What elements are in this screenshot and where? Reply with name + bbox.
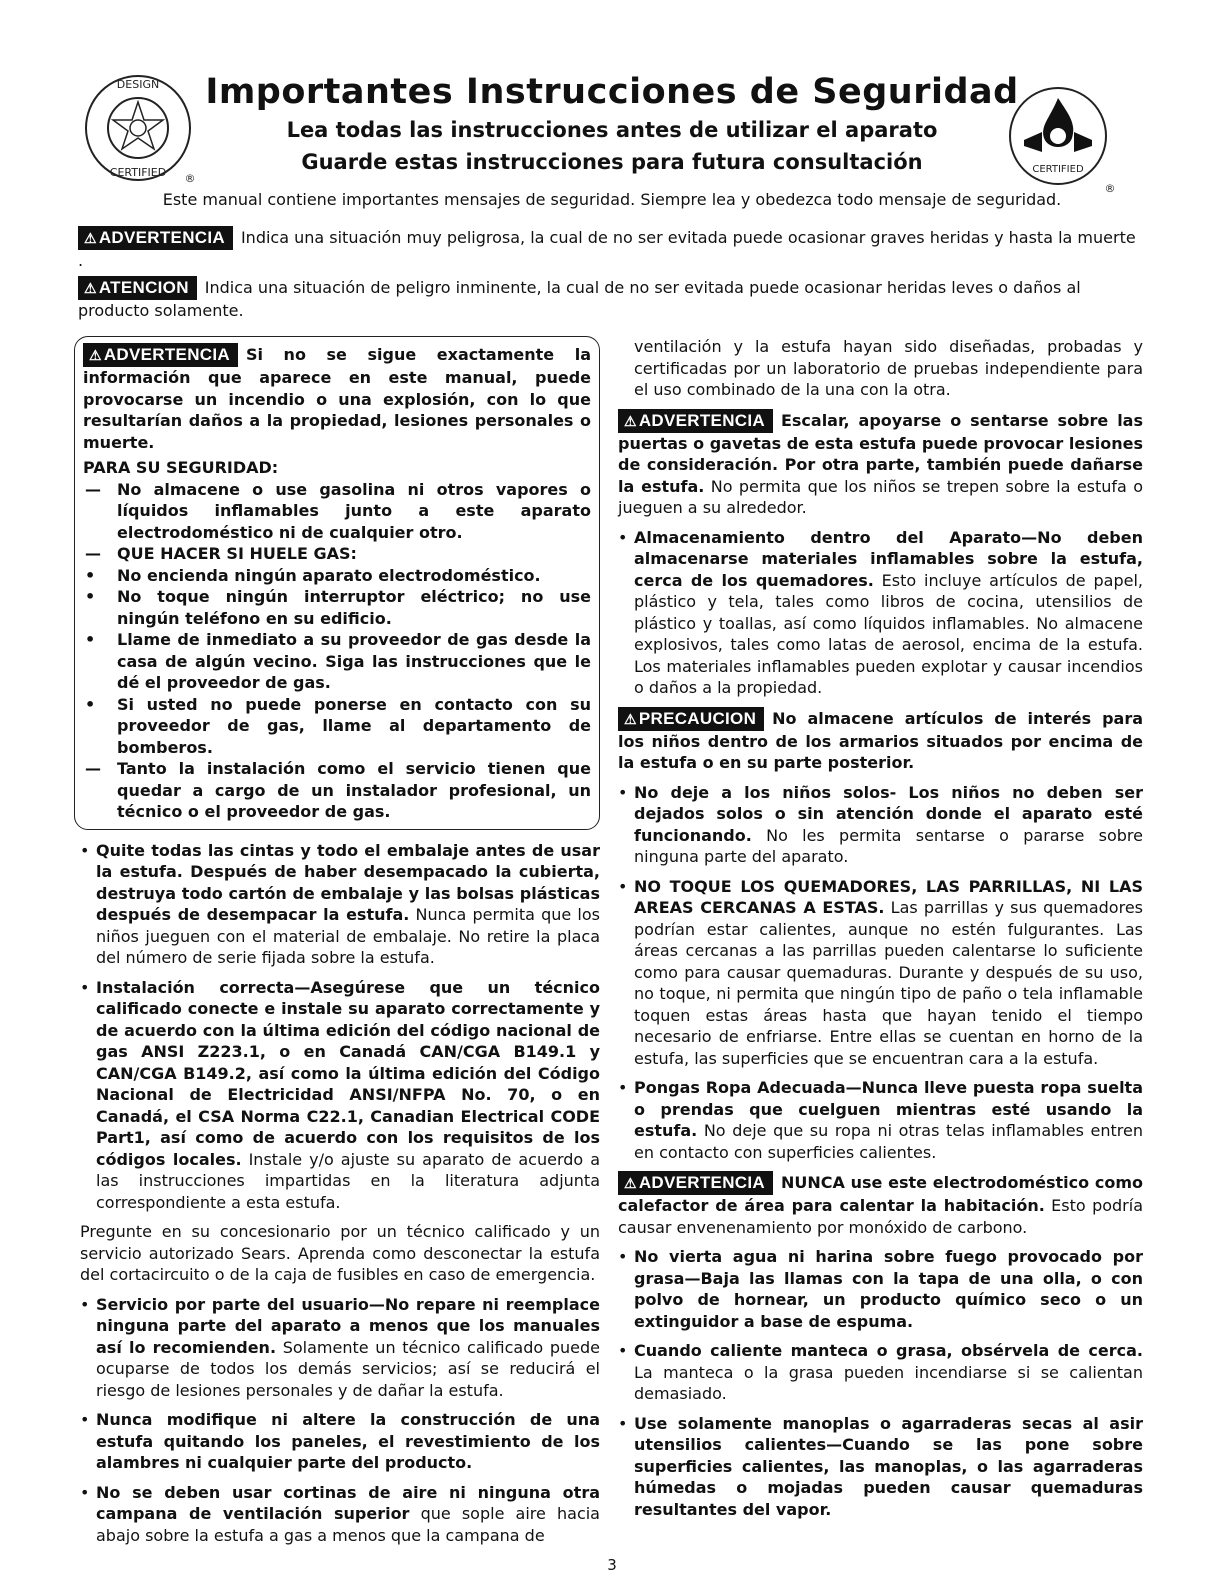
advertencia-badge: ⚠ ADVERTENCIA [618,409,773,433]
list-item: • Si usted no puede ponerse en contacto con su proveedor de gas, llame al departamento de bomberos. [85,694,591,757]
box-list [83,479,591,823]
paragraph-dealer: Pregunte en su concesionario por un técnico calificado y un servicio autorizado Sears. Aprenda como desconectar la estufa del cortacircuito o de la caja de fusibles en caso de emergencia. [80,1222,600,1284]
caution-cabinets: ⚠ PRECAUCION No almacene artículos de interés para los niños dentro de los armarios situados por encima de la estufa o en su parte posterior. [618,708,1143,772]
bullet-heating-fat: • Cuando caliente manteca o grasa, obsérvela de cerca. La manteca o la grasa pueden incendiarse si se calientan demasiado. [618,1341,1143,1403]
page-title: Importantes Instrucciones de Seguridad [205,72,1019,112]
warning-triangle-icon: ⚠ [89,347,102,363]
bullet-grease-fire: • No vierta agua ni harina sobre fuego provocado por grasa—Baja las llamas con la tapa de una olla, o con polvo de hornear, un producto químico seco o un extinguidor a base de espuma. [618,1247,1143,1331]
svg-text:®: ® [184,172,196,185]
warning-triangle-icon: ⚠ [84,280,97,296]
bullet-air-curtains: • No se deben usar cortinas de aire ni ninguna otra campana de ventilación superior que sople aire hacia abajo sobre la estufa a gas a menos que la campana de [80,1482,600,1545]
page-number: 3 [607,1556,617,1574]
bullet-storage: • Almacenamiento dentro del Aparato—No deben almacenarse materiales inflamables sobre la estufa, cerca de los quemadores. Esto incluye artículos de papel, plástico y tela, tales como libros de cocina, utensilios de plástico y toallas, así como líquidos inflamables. No almacene explosivos, tales como latas de aerosol, encima de la estufa. Los materiales inflamables pueden explotar y causar incendios o daños a la propiedad. [618,527,1143,697]
list-item: — No almacene o use gasolina ni otros vapores o líquidos inflamables junto a este aparato electrodoméstico ni de cualquier otro. [85,479,591,542]
box-header: PARA SU SEGURIDAD: [83,458,279,477]
advertencia-badge: ⚠ ADVERTENCIA [83,343,238,367]
bullet-packaging: • Quite todas las cintas y todo el embalaje antes de usar la estufa. Después de haber desempacado la cubierta, destruya todo cartón de embalaje y las bolsas plásticas después de desempacar la estufa. Nunca permita que los niños jueguen con el material de embalaje. No retire la placa del número de serie fijada sobre la estufa. [80,840,600,967]
svg-text:®: ® [1104,182,1116,195]
paragraph-continued: ventilación y la estufa hayan sido diseñadas, probadas y certificadas por un laboratorio de pruebas independiente para el uso combinado de la una con la otra. [634,337,1143,399]
subtitle-keep-instructions: Guarde estas instrucciones para futura consultación [301,150,923,174]
bullet-user-service: • Servicio por parte del usuario—No repare ni reemplace ninguna parte del aparato a menos que los manuales así lo recomienden. Solamente un técnico calificado puede ocuparse de todos los demás servicios; así se reducirá el riesgo de lesiones personales y de dañar la estufa. [80,1294,601,1400]
box-lead: ⚠ ADVERTENCIA Si no se sigue exactamente la información que aparece en este manual, puede provocarse un incendio o una explosión, con lo que resultarían daños a la propiedad, lesiones personales o muerte. [83,345,591,452]
svg-text:DESIGN: DESIGN [116,78,160,91]
bullet-clothing: • Pongas Ropa Adecuada—Nunca lleve puesta ropa suelta o prendas que cuelguen mientras esté usando la estufa. No deje que su ropa ni otras telas inflamables entren en contacto con superficies calientes. [618,1078,1143,1162]
definition-atencion: ⚠ ATENCION Indica una situación de peligro inminente, la cual de no ser evitada puede ocasionar heridas leves o daños al producto solamente. [78,278,1081,320]
bullet-no-modify: • Nunca modifique ni altere la construcción de una estufa quitando los paneles, el revestimiento de los alambres ni cualquier parte del producto. [80,1410,600,1472]
list-item: — Tanto la instalación como el servicio tienen que quedar a cargo de un instalador profesional, un técnico o el proveedor de gas. [85,759,591,821]
flame-certified-logo [1002,80,1122,200]
bullet-potholders: • Use solamente manoplas o agarraderas secas al asir utensilios calientes—Cuando se las pone sobre superficies calientes, las manoplas, o las agarraderas húmedas o mojadas pueden causar quemaduras resultantes del vapor. [618,1413,1143,1519]
bullet-children: • No deje a los niños solos- Los niños no deben ser dejados solos o sin atención donde el aparato esté funcionando. No les permita sentarse o pararse sobre ninguna parte del aparato. [618,782,1143,866]
safety-warning-box [74,336,600,830]
warning-triangle-icon: ⚠ [624,412,637,429]
list-item: • No encienda ningún aparato electrodoméstico. [85,565,541,585]
precaucion-badge: ⚠ PRECAUCION [618,707,764,731]
svg-text:CERTIFIED: CERTIFIED [1032,164,1084,175]
bullet-burners: • NO TOQUE LOS QUEMADORES, LAS PARRILLAS, NI LAS AREAS CERCANAS A ESTAS. Las parrillas y sus quemadores podrían estar calientes, aunque no estén fulgurantes. Las áreas cercanas a las parrillas pueden calentarse lo suficiente como para causar quemaduras. Durante y después de su uso, no toque, ni permita que ningún tipo de paño o tela inflamable toquen estas áreas hasta que hayan tenido el tiempo necesario de enfriarse. Entre ellas se cuentan en horno de la estufa, las superficies que se encuentran cara a la estufa. [618,876,1143,1068]
advertencia-badge: ⚠ ADVERTENCIA [618,1171,773,1195]
advertencia-badge: ⚠ ADVERTENCIA [78,226,233,250]
subtitle-read-instructions: Lea todas las instrucciones antes de utilizar el aparato [286,118,938,142]
atencion-badge: ⚠ ATENCION [78,276,197,300]
warning-climbing: ⚠ ADVERTENCIA Escalar, apoyarse o sentarse sobre las puertas o gavetas de esta estufa puede provocar lesiones de consideración. Por otra parte, también puede dañarse la estufa. No permita que los niños se trepen sobre la estufa o jueguen a su alrededor. [618,410,1143,517]
warning-triangle-icon: ⚠ [84,230,97,246]
right-column [618,336,1143,1528]
bullet-installation: • Instalación correcta—Asegúrese que un técnico calificado conecte e instale su aparato correctamente y de acuerdo con la última edición del código nacional de gas ANSI Z223.1, o en Canadá CAN/CGA B149.1 y CAN/CGA B149.2, así como la última edición del Código Nacional de Electricidad ANSI/NFPA No. 70, o en Canadá, el CSA Norma C22.1, Canadian Electrical CODE Part1, así como de acuerdo con los requisitos de los códigos locales. Instale y/o ajuste su aparato de acuerdo a las instrucciones impartidas en la literatura adjunta correspondiente a esta estufa. [80,977,601,1212]
warning-space-heater: ⚠ ADVERTENCIA NUNCA use este electrodoméstico como calefactor de área para calentar la habitación. Esto podría causar envenenamiento por monóxido de carbono. [618,1173,1143,1237]
warning-triangle-icon: ⚠ [624,1175,637,1191]
design-certified-logo [78,68,198,188]
svg-text:CERTIFIED: CERTIFIED [109,166,167,179]
intro-text: Este manual contiene importantes mensajes de seguridad. Siempre lea y obedezca todo mensaje de seguridad. [162,190,1062,209]
list-item: • Llame de inmediato a su proveedor de gas desde la casa de algún vecino. Siga las instrucciones que le dé el proveedor de gas. [85,630,591,692]
list-item: • No toque ningún interruptor eléctrico; no use ningún teléfono en su edificio. [85,587,591,628]
definition-advertencia: ⚠ ADVERTENCIA Indica una situación muy peligrosa, la cual de no ser evitada puede ocasionar graves heridas y hasta la muerte . [78,228,1136,270]
left-column [80,336,600,1554]
warning-triangle-icon: ⚠ [624,710,637,727]
list-item: — QUE HACER SI HUELE GAS: [85,544,357,563]
